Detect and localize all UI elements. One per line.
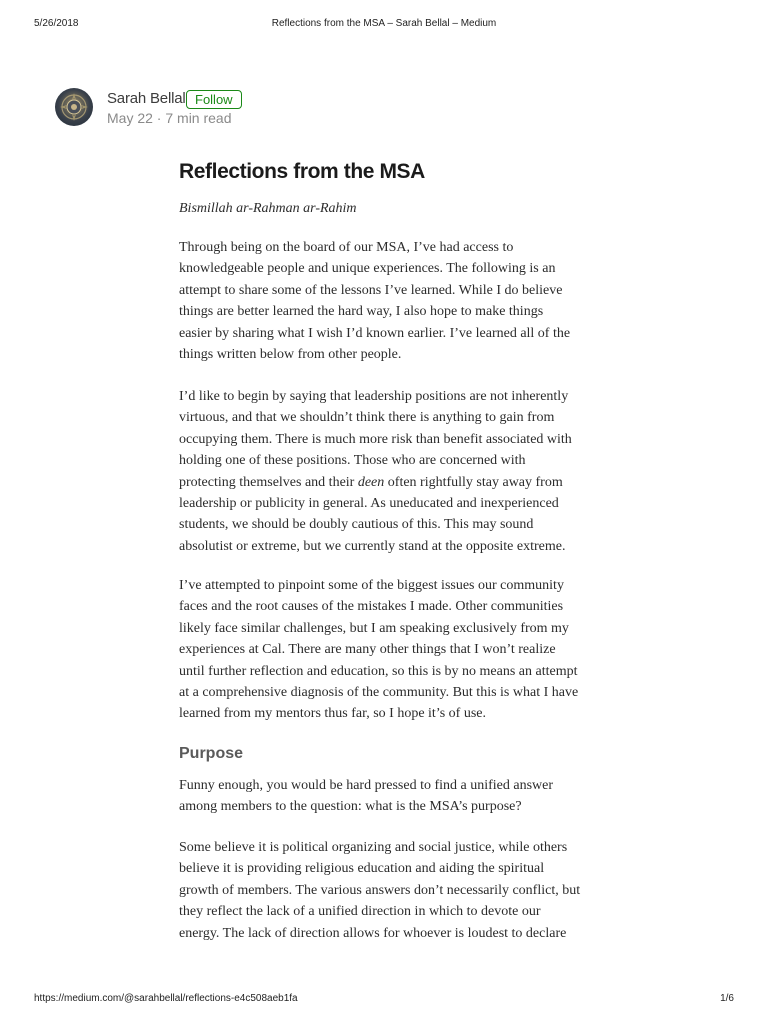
- paragraph-purpose: [179, 775, 599, 818]
- paragraph-line: students, we should be doubly cautious of this. This may sound: [179, 517, 534, 533]
- paragraph-line: absolutist or extreme, but we currently stand at the opposite extreme.: [179, 538, 566, 554]
- paragraph-line: learned from my mentors thus far, so I hope it’s of use.: [179, 706, 486, 722]
- avatar[interactable]: [55, 88, 93, 126]
- print-url[interactable]: https://medium.com/@sarahbellal/reflections-e4c508aeb1fa: [34, 993, 298, 1004]
- print-date: 5/26/2018: [34, 18, 79, 29]
- paragraph-line: holding one of these positions. Those who are concerned with: [179, 453, 526, 469]
- paragraph-line: they reflect the lack of a unified direction in which to devote our: [179, 904, 541, 920]
- paragraph-line: attempt to share some of the lessons I’ve learned. While I do believe: [179, 282, 563, 298]
- paragraph-line: easier by sharing what I wish I’d known earlier. I’ve learned all of the: [179, 325, 571, 341]
- paragraph-line: knowledgeable people and unique experiences. The following is an: [179, 261, 556, 277]
- print-header: [0, 18, 768, 32]
- paragraph-line: until further reflection and education, so this is by no means an attempt: [179, 663, 578, 679]
- text-run: protecting themselves and their: [179, 474, 358, 490]
- print-page-number: 1/6: [720, 993, 734, 1004]
- paragraph-issues: [179, 575, 599, 725]
- avatar-image: [55, 88, 93, 126]
- paragraph-line: among members to the question: what is the MSA’s purpose?: [179, 799, 522, 815]
- paragraph-line: believe it is providing religious education and aiding the spiritual: [179, 861, 545, 877]
- print-page-title: Reflections from the MSA – Sarah Bellal – Medium: [271, 18, 497, 29]
- paragraph-line: likely face similar challenges, but I am speaking exclusively from my: [179, 620, 569, 636]
- paragraph-line: Through being on the board of our MSA, I’ve had access to: [179, 240, 514, 255]
- bismillah-line: Bismillah ar-Rahman ar-Rahim: [179, 201, 357, 216]
- paragraph-line: Funny enough, you would be hard pressed to find a unified answer: [179, 778, 554, 793]
- article-title: Reflections from the MSA: [179, 160, 425, 183]
- author-row: [55, 88, 455, 132]
- paragraph-beliefs: [179, 837, 599, 944]
- paragraph-leadership: [179, 386, 599, 557]
- paragraph-line: I’d like to begin by saying that leadership positions are not inherently: [179, 389, 569, 404]
- follow-button[interactable]: Follow: [186, 90, 242, 109]
- paragraph-line: growth of members. The various answers don’t necessarily conflict, but: [179, 882, 581, 898]
- paragraph-line: leadership or publicity in general. As uneducated and inexperienced: [179, 496, 559, 512]
- author-name[interactable]: Sarah Bellal: [107, 90, 186, 107]
- text-run: often rightfully stay away from: [384, 474, 563, 490]
- paragraph-line: Some believe it is political organizing and social justice, while others: [179, 840, 568, 855]
- print-footer: [0, 993, 768, 1007]
- paragraph-line: things written below from other people.: [179, 347, 402, 363]
- paragraph-line: at a comprehensive diagnosis of the community. But this is what I have: [179, 685, 579, 701]
- paragraph-intro: [179, 237, 599, 365]
- paragraph-line: faces and the root causes of the mistakes I made. Other communities: [179, 599, 564, 615]
- post-meta: May 22 · 7 min read: [107, 110, 232, 126]
- paragraph-line: virtuous, and that we shouldn’t think there is anything to gain from: [179, 410, 555, 426]
- paragraph-line: occupying them. There is much more risk than benefit associated with: [179, 431, 572, 447]
- paragraph-line: [179, 472, 599, 493]
- paragraph-line: experiences at Cal. There are many other things that I won’t realize: [179, 642, 556, 658]
- section-heading-purpose: Purpose: [179, 745, 244, 762]
- italic-word-deen: deen: [357, 474, 385, 490]
- paragraph-line: I’ve attempted to pinpoint some of the biggest issues our community: [179, 578, 564, 593]
- paragraph-line: things are better learned the hard way, I also hope to make things: [179, 304, 544, 320]
- paragraph-line: energy. The lack of direction allows for whoever is loudest to declare: [179, 925, 567, 941]
